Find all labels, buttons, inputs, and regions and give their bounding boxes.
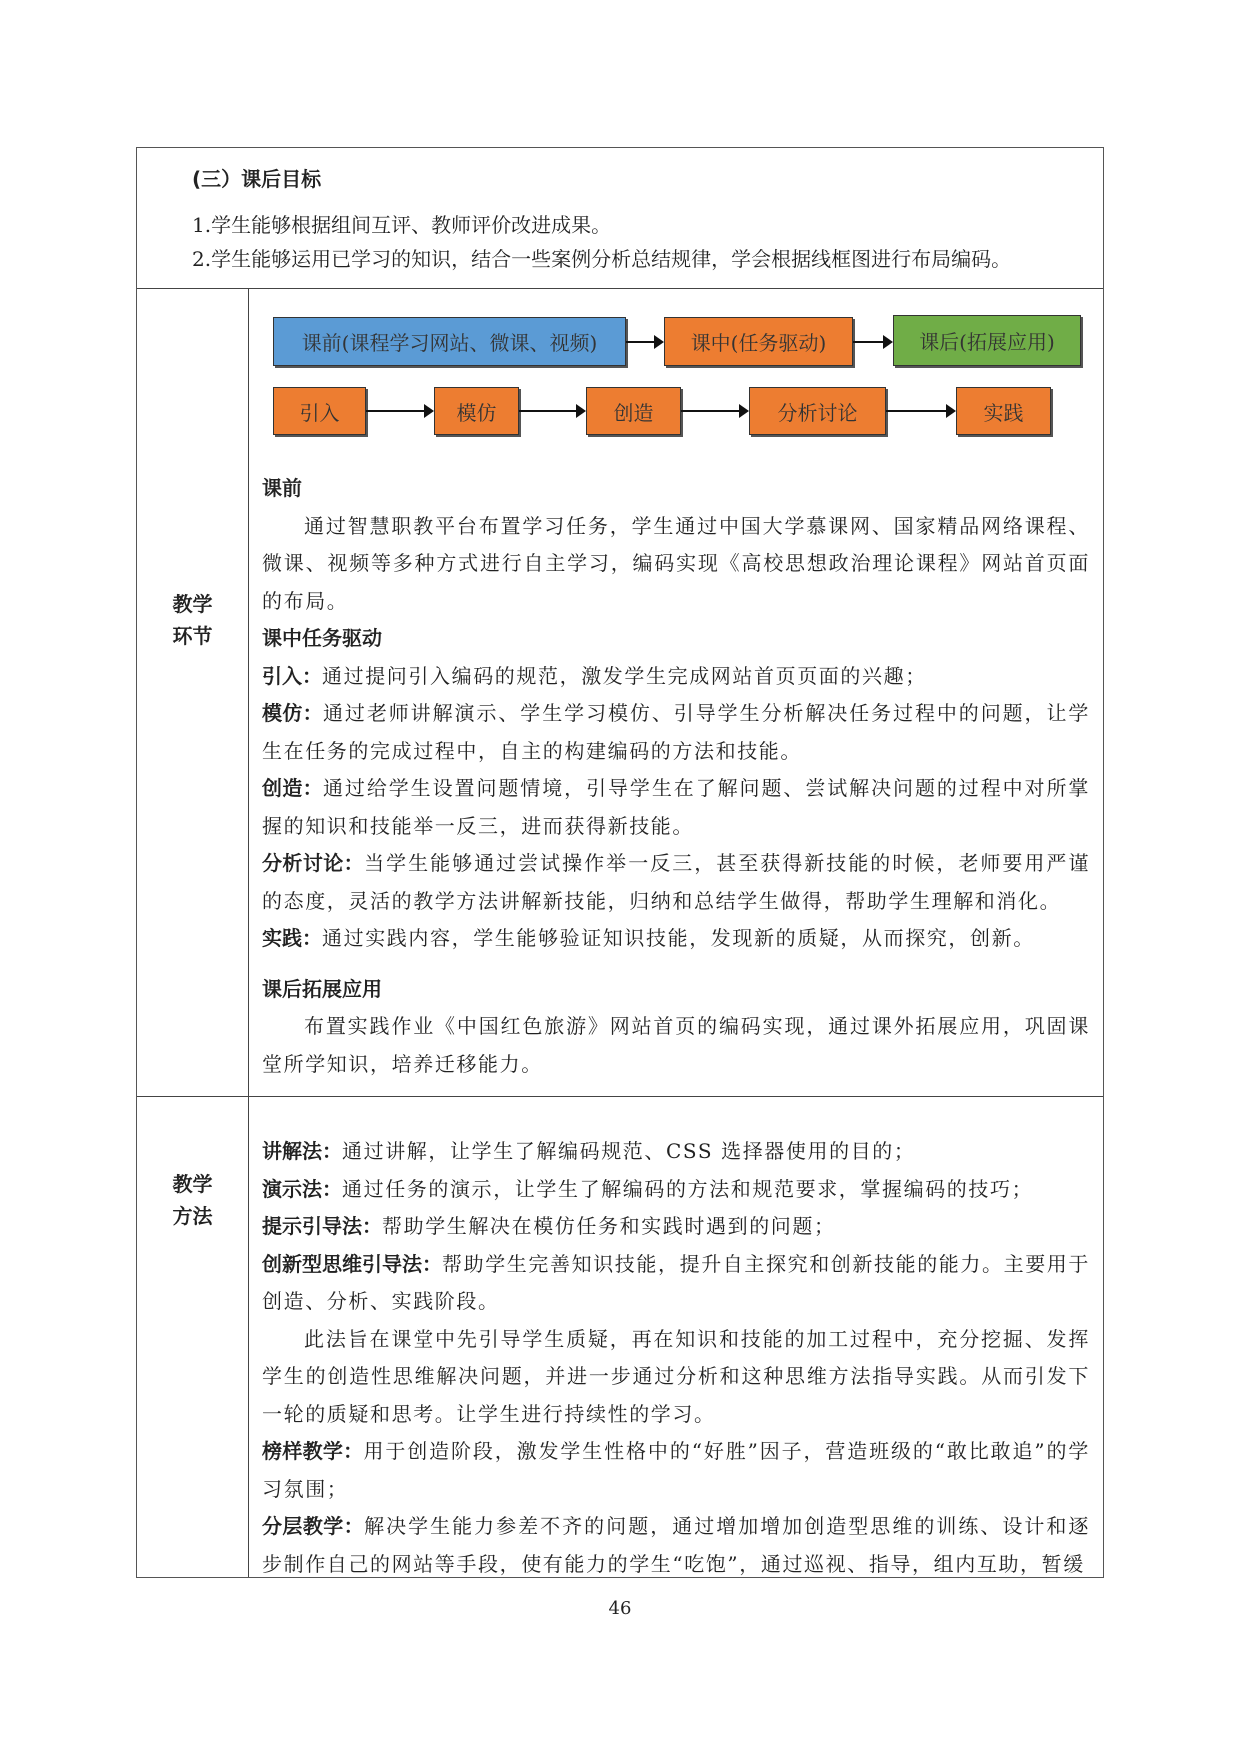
item-label: 分层教学： (262, 1514, 365, 1538)
item-text: 当学生能够通过尝试操作举一反三，甚至获得新技能的时候，老师要用严谨的态度，灵活的教学方法讲解新技能，归纳和总结学生做得，帮助学生理解和消化。 (262, 851, 1090, 913)
row-divider (137, 288, 1103, 289)
method-item (262, 1246, 1090, 1321)
arrow-icon (886, 410, 954, 412)
subheading: 课后拓展应用 (262, 976, 382, 1001)
teaching-stages-content (262, 470, 1090, 1083)
arrow-icon (626, 341, 662, 343)
section-heading: (三）课后目标 (192, 167, 322, 191)
method-item (262, 1171, 1090, 1209)
column-divider (248, 288, 249, 1577)
item-label: 提示引导法： (262, 1214, 382, 1238)
row-label-teaching-methods (137, 1168, 248, 1232)
flow-box-before-class: 课前(课程学习网站、微课、视频) (273, 317, 626, 366)
arrow-icon (366, 410, 432, 412)
flow-box-after-class: 课后(拓展应用) (893, 315, 1081, 366)
method-item (262, 1133, 1090, 1171)
item-text: 解决学生能力参差不齐的问题，通过增加增加创造型思维的训练、设计和逐步制作自己的网站等手段，使有能力的学生“吃饱”，通过巡视、指导，组内互助，暂缓 (262, 1514, 1090, 1576)
item-label: 创新型思维引导法： (262, 1251, 442, 1276)
item-text: 通过任务的演示，让学生了解编码的方法和规范要求，掌握编码的技巧； (342, 1176, 1034, 1201)
label-line: 教学 (172, 1172, 213, 1196)
row-divider (137, 1096, 1103, 1097)
method-item (262, 1433, 1090, 1508)
after-class-goals (192, 162, 1011, 276)
item-label: 分析讨论： (262, 851, 365, 875)
item-label: 演示法： (262, 1176, 342, 1201)
stage-item (262, 845, 1090, 920)
page-number: 46 (608, 1598, 632, 1619)
item-text: 通过提问引入编码的规范，激发学生完成网站首页页面的兴趣； (322, 663, 927, 688)
flow-box-practice: 实践 (956, 387, 1051, 435)
item-text: 通过老师讲解演示、学生学习模仿、引导学生分析解决任务过程中的问题，让学生在任务的完成过程中，自主的构建编码的方法和技能。 (262, 701, 1091, 763)
flow-box-intro: 引入 (273, 387, 366, 435)
item-text: 帮助学生解决在模仿任务和实践时遇到的问题； (382, 1214, 836, 1238)
arrow-icon (681, 410, 747, 412)
item-label: 模仿： (262, 701, 323, 725)
item-label: 讲解法： (262, 1139, 342, 1163)
teaching-methods-content (262, 1133, 1090, 1583)
arrow-icon (519, 410, 584, 412)
stage-item (262, 920, 1090, 958)
item-text: 通过给学生设置问题情境，引导学生在了解问题、尝试解决问题的过程中对所掌握的知识和技能举一反三，进而获得新技能。 (262, 776, 1091, 838)
item-label: 创造： (262, 776, 323, 800)
label-line: 教学 (172, 592, 213, 616)
item-label: 榜样教学： (262, 1439, 364, 1463)
flow-box-in-class: 课中(任务驱动) (664, 317, 853, 366)
goal-item: 1.学生能够根据组间互评、教师评价改进成果。 (192, 213, 612, 237)
item-text: 用于创造阶段，激发学生性格中的“好胜”因子，营造班级的“敢比敢追”的学习氛围； (262, 1439, 1091, 1501)
flow-box-discuss: 分析讨论 (749, 387, 886, 435)
label-line: 环节 (172, 624, 213, 648)
item-text: 通过实践内容，学生能够验证知识技能，发现新的质疑，从而探究，创新。 (322, 926, 1035, 950)
method-item (262, 1508, 1090, 1583)
method-item (262, 1208, 1090, 1246)
subheading: 课前 (262, 476, 302, 500)
lesson-plan-table (136, 147, 1104, 1578)
stage-item (262, 695, 1090, 770)
arrow-icon (853, 341, 891, 343)
flow-box-create: 创造 (586, 387, 681, 435)
flow-box-imitate: 模仿 (434, 387, 519, 435)
row-label-teaching-stages (137, 588, 248, 652)
paragraph: 通过智慧职教平台布置学习任务，学生通过中国大学慕课网、国家精品网络课程、微课、视频等多种方式进行自主学习，编码实现《高校思想政治理论课程》网站首页面的布局。 (262, 513, 1090, 613)
subheading: 课中任务驱动 (262, 626, 382, 650)
item-text: 通过讲解，让学生了解编码规范、CSS 选择器使用的目的； (342, 1139, 916, 1163)
stage-item (262, 658, 1090, 696)
stage-item (262, 770, 1090, 845)
item-label: 实践： (262, 926, 322, 950)
item-label: 引入： (262, 663, 322, 688)
label-line: 方法 (172, 1204, 213, 1228)
item-text: 帮助学生完善知识技能，提升自主探究和创新技能的能力。主要用于创造、分析、实践阶段。 (262, 1251, 1090, 1313)
paragraph: 此法旨在课堂中先引导学生质疑，再在知识和技能的加工过程中，充分挖掘、发挥学生的创造性思维解决问题，并进一步通过分析和这种思维方法指导实践。从而引发下一轮的质疑和思考。让学生进行持续性的学习。 (262, 1326, 1090, 1426)
goal-item: 2.学生能够运用已学习的知识，结合一些案例分析总结规律，学会根据线框图进行布局编码。 (192, 247, 1012, 271)
paragraph: 布置实践作业《中国红色旅游》网站首页的编码实现，通过课外拓展应用，巩固课堂所学知识，培养迁移能力。 (262, 1014, 1090, 1076)
